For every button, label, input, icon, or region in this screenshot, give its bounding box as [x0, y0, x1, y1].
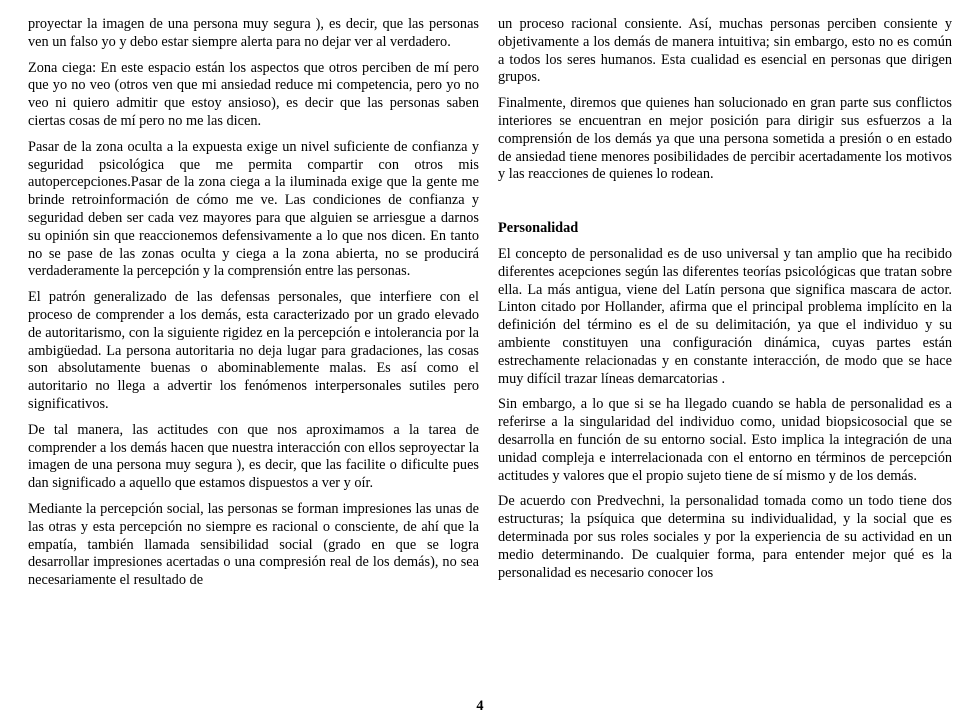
paragraph: Pasar de la zona oculta a la expuesta exige un nivel suficiente de confianza y seguridad psicológica que me permita compartir con otros mis autopercepciones.Pasar de la zona ciega a la iluminada exige que la gente me brinde retroinformación de cómo me ve. Las condiciones de confianza y seguridad deben ser cada vez mayores para que alguien se arriesgue a darnos su opinión sin que reaccionemos defensivamente a lo que nos dicen. En tanto no se pase de las zonas oculta y ciega a la zona abierta, no se producirá verdaderamente la percepción y la comprensión entre las personas.: [28, 138, 479, 280]
paragraph: Finalmente, diremos que quienes han solucionado en gran parte sus conflictos interiores se encuentran en mejor posición para dirigir sus esfuerzos a la comprensión de los demás ya que una persona sometida a presión o en estado de ansiedad tiene menores posibilidades de percibir acertadamente los motivos y las reacciones de quienes lo rodean.: [498, 95, 952, 183]
paragraph: Mediante la percepción social, las personas se forman impresiones las unas de las otras y esta percepción no siempre es racional o consciente, de ahí que la empatía, también llamada sensibilidad social (grado en que se logra desarrollar impresiones acertadas o una compresión real de los demás), no sea necesariamente el resultado de: [28, 500, 479, 589]
paragraph: El concepto de personalidad es de uso universal y tan amplio que ha recibido diferentes acepciones según las diferentes teorías psicológicas que tratan sobre ella. La más antigua, viene del Latín persona que significa mascara de actor. Linton citado por Hollander, afirma que el principal problema implícito en la definición del término es el de su delimitación, ya que el individuo y su ambiente constituyen una configuración dinámica, cuyas partes están estrechamente relacionadas y en constante interacción, de modo que se hace muy difícil trazar líneas demarcatorias .: [498, 245, 952, 387]
right-column: [498, 16, 952, 590]
paragraph: un proceso racional consiente. Así, muchas personas perciben consiente y objetivamente a los demás de manera intuitiva; sin embargo, esto no es común a todos los seres humanos. Esta cualidad es esencial en personas que dirigen grupos.: [498, 16, 952, 86]
paragraph: Sin embargo, a lo que si se ha llegado cuando se habla de personalidad es a referirse a la singularidad del individuo como, unidad biopsicosocial que se desarrolla en función de su entorno social. Esto implica la integración de una unidad compleja e interrelacionada con el entorno en términos de percepción actitudes y valores que el propio sujeto tiene de sí mismo y de los demás.: [498, 396, 952, 484]
section-heading: Personalidad: [498, 220, 579, 237]
left-column: [28, 16, 479, 598]
paragraph: De tal manera, las actitudes con que nos aproximamos a la tarea de comprender a los demás hacen que nuestra interacción con ellos seproyectar la imagen de una persona muy segura ), es decir, que las facilite o dificulte pues dan significado a aquello que estamos dispuestos a ver y oír.: [28, 421, 479, 492]
paragraph: Zona ciega: En este espacio están los aspectos que otros perciben de mí pero que yo no veo (otros ven que mi ansiedad reduce mi competencia, pero yo no veo ni quiero admitir que estoy ansioso), es decir que las personas saben ciertas cosas de mí pero no me las dicen.: [28, 59, 479, 129]
section-spacer: [498, 192, 952, 220]
paragraph: proyectar la imagen de una persona muy segura ), es decir, que las personas ven un falso yo y debo estar siempre alerta para no dejar ver al verdadero.: [28, 16, 479, 50]
paragraph: De acuerdo con Predvechni, la personalidad tomada como un todo tiene dos estructuras; la psíquica que determina su individualidad, y la social que es determinada por sus roles sociales y por la experiencia de su actividad en un medio determinando. De cualquier forma, para entender mejor qué es la personalidad es necesario conocer los: [498, 493, 952, 581]
page-number: 4: [476, 698, 484, 714]
paragraph: El patrón generalizado de las defensas personales, que interfiere con el proceso de comprender a los demás, esta caracterizado por un grado elevado de autoritarismo, con la siguiente rigidez en la percepción e intolerancia por la ambigüedad. La persona autoritaria no deja lugar para gradaciones, las cosas son absolutamente buenas o abominablemente malas. Es así como el autoritario no llega a advertir los fenómenos interpersonales sutiles pero significativos.: [28, 289, 479, 412]
